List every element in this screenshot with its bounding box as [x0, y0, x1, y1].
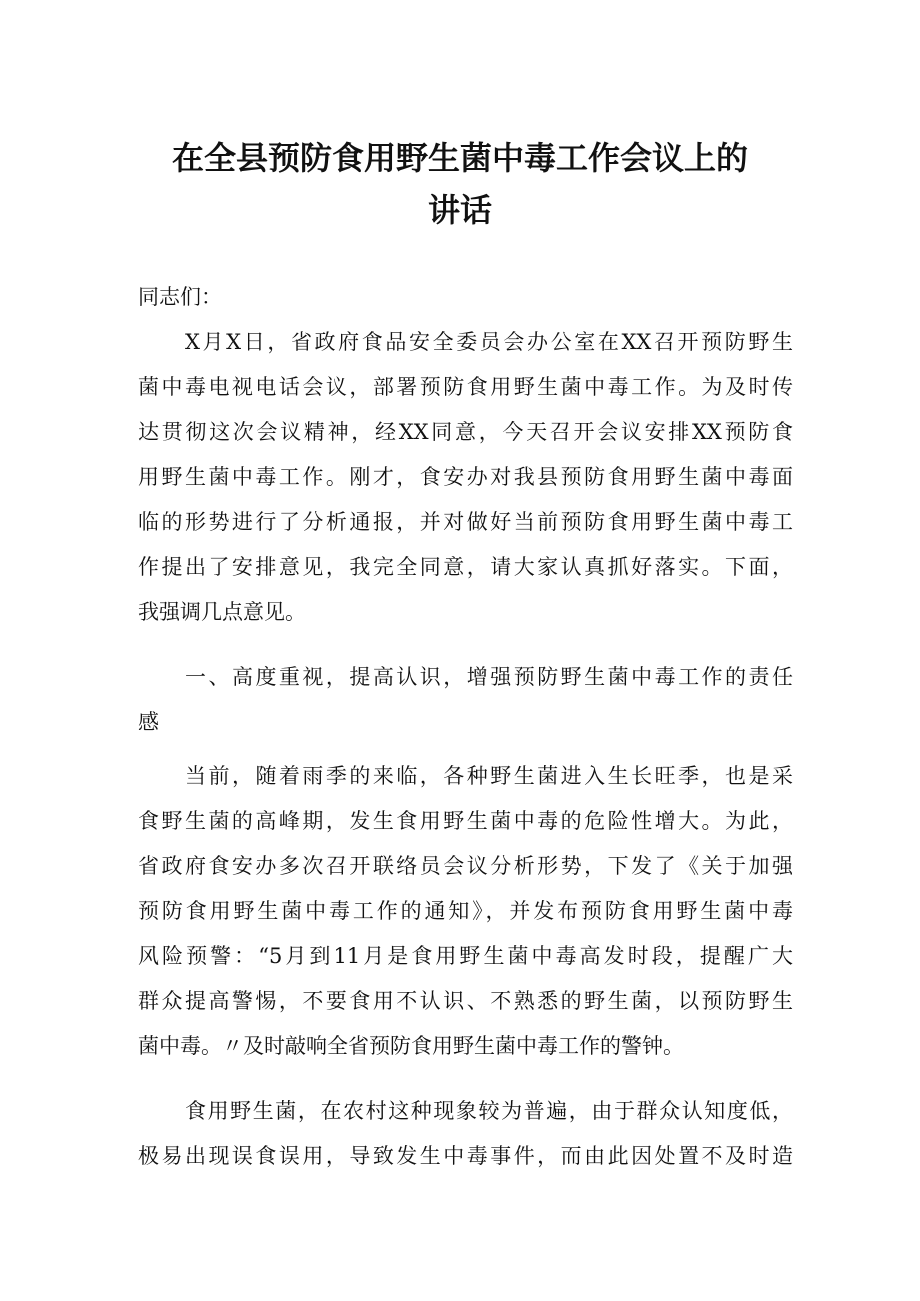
- section-heading-1-line: 一、高度重视，提高认识，增强预防野生菌中毒工作的责任: [185, 665, 793, 689]
- paragraph-2-line: 预防食用野生菌中毒工作的通知》，并发布预防食用野生菌中毒: [138, 899, 793, 923]
- salutation: 同志们：: [138, 285, 222, 309]
- document-title-line-2: 讲话: [427, 191, 492, 229]
- paragraph-1-line: 临的形势进行了分析通报，并对做好当前预防食用野生菌中毒工: [138, 510, 793, 534]
- paragraph-2-line: 风险预警：“5月到11月是食用野生菌中毒高发时段，提醒广大: [138, 944, 793, 968]
- paragraph-2-line: 食野生菌的高峰期，发生食用野生菌中毒的危险性增大。为此，: [138, 809, 793, 833]
- paragraph-2-line: 当前，随着雨季的来临，各种野生菌进入生长旺季，也是采: [185, 764, 793, 788]
- paragraph-3-line: 食用野生菌，在农村这种现象较为普遍，由于群众认知度低，: [185, 1099, 793, 1123]
- paragraph-1-line: 达贯彻这次会议精神，经XX同意，今天召开会议安排XX预防食: [138, 420, 793, 444]
- paragraph-1-line: 我强调几点意见。: [138, 600, 306, 624]
- section-heading-1-line: 感: [138, 710, 159, 734]
- paragraph-2-line: 菌中毒。〃及时敲响全省预防食用野生菌中毒工作的警钟。: [138, 1034, 684, 1058]
- paragraph-2-line: 省政府食安办多次召开联络员会议分析形势，下发了《关于加强: [138, 854, 793, 878]
- paragraph-2-line: 群众提高警惕，不要食用不认识、不熟悉的野生菌，以预防野生: [138, 989, 793, 1013]
- document-title-line-1: 在全县预防食用野生菌中毒工作会议上的: [171, 139, 748, 177]
- paragraph-1-line: X月X日，省政府食品安全委员会办公室在XX召开预防野生: [185, 330, 793, 354]
- paragraph-3-line: 极易出现误食误用，导致发生中毒事件，而由此因处置不及时造: [138, 1144, 793, 1168]
- paragraph-1-line: 用野生菌中毒工作。刚才，食安办对我县预防食用野生菌中毒面: [138, 465, 793, 489]
- paragraph-1-line: 菌中毒电视电话会议，部署预防食用野生菌中毒工作。为及时传: [138, 375, 793, 399]
- paragraph-1-line: 作提出了安排意见，我完全同意，请大家认真抓好落实。下面，: [138, 555, 793, 579]
